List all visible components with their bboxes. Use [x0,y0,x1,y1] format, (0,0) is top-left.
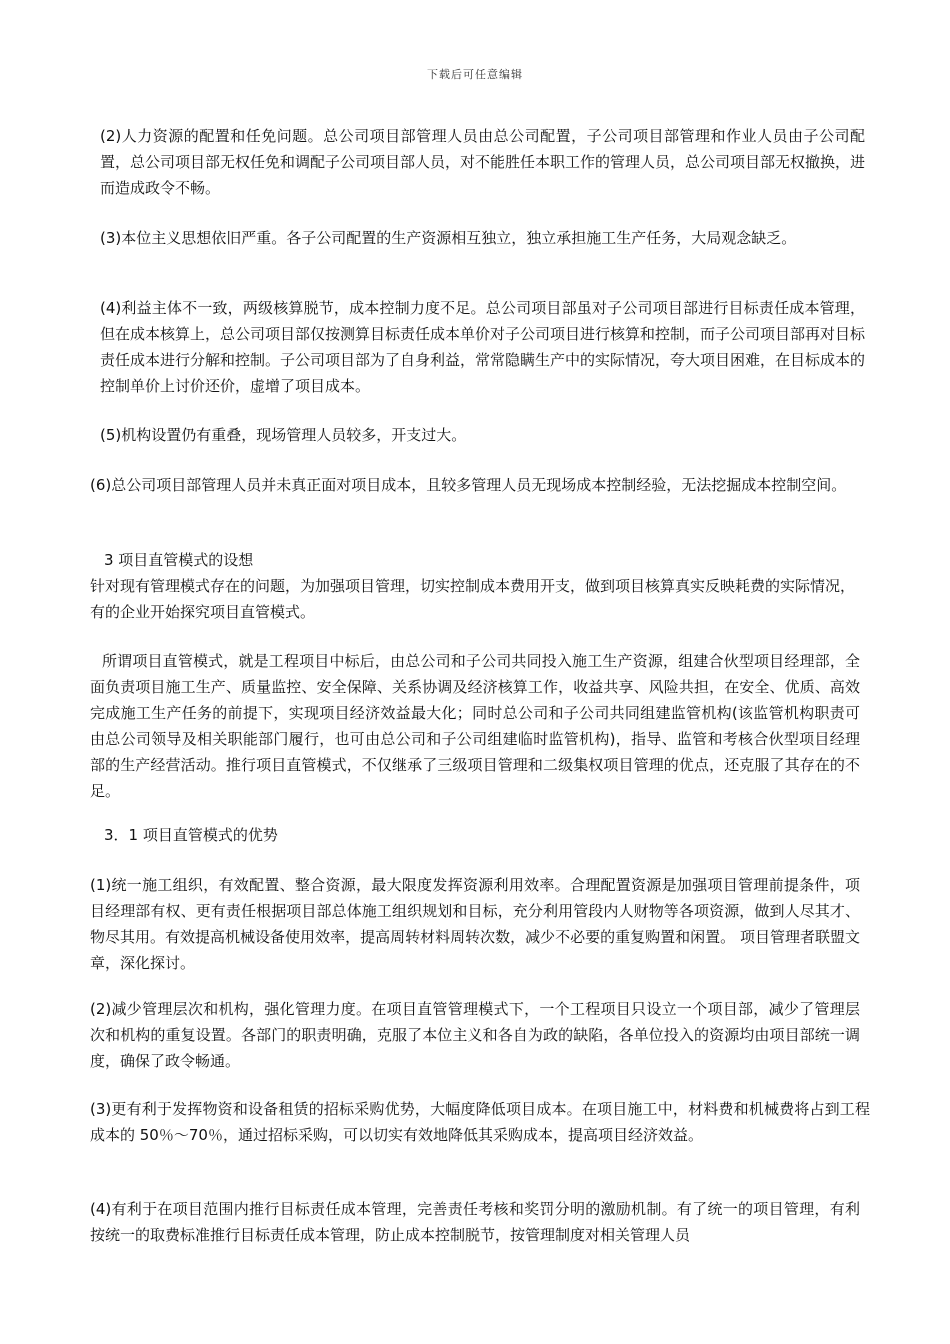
paragraph-5-structure: (5)机构设置仍有重叠，现场管理人员较多，开支过大。 [100,426,467,444]
page-header: 下载后可任意编辑 [427,68,523,81]
advantage-1: (1)统一施工组织，有效配置、整合资源，最大限度发挥资源利用效率。合理配置资源是加强项目管理前提条件，项目经理部有权、更有责任根据项目部总体施工组织规划和目标，充分利用管段内人财物等各项资源，做到人尽其才、物尽其用。有效提高机械设备使用效率，提高周转材料周转次数，减少不必要的重复购置和闲置。 项目管理者联盟文章，深化探讨。 [90,876,860,972]
section-heading-3-1: 3．1 项目直管模式的优势 [104,826,278,844]
advantage-4: (4)有利于在项目范围内推行目标责任成本管理，完善责任考核和奖罚分明的激励机制。有了统一的项目管理，有利按统一的取费标准推行目标责任成本管理，防止成本控制脱节，按管理制度对相关管理人员 [90,1200,860,1244]
section-heading-3: 3 项目直管模式的设想 [104,551,254,569]
advantage-3: (3)更有利于发挥物资和设备租赁的招标采购优势，大幅度降低项目成本。在项目施工中，材料费和机械费将占到工程成本的 50％～70％，通过招标采购，可以切实有效地降低其采购成本，提高项目经济效益。 [90,1100,870,1144]
paragraph-definition: 所谓项目直管模式，就是工程项目中标后，由总公司和子公司共同投入施工生产资源，组建合伙型项目经理部，全面负责项目施工生产、质量监控、安全保障、关系协调及经济核算工作，收益共享、风险共担，在安全、优质、高效完成施工生产任务的前提下，实现项目经济效益最大化；同时总公司和子公司共同组建监管机构(该监管机构职责可由总公司领导及相关职能部门履行，也可由总公司和子公司组建临时监管机构)，指导、监管和考核合伙型项目经理部的生产经营活动。推行项目直管模式，不仅继承了三级项目管理和二级集权项目管理的优点，还克服了其存在的不足。 [90,652,860,800]
paragraph-intro: 针对现有管理模式存在的问题，为加强项目管理，切实控制成本费用开支，做到项目核算真实反映耗费的实际情况，有的企业开始探究项目直管模式。 [90,577,856,621]
paragraph-6-staff: (6)总公司项目部管理人员并未真正面对项目成本，且较多管理人员无现场成本控制经验，无法挖掘成本控制空间。 [90,476,847,494]
paragraph-3-localism: (3)本位主义思想依旧严重。各子公司配置的生产资源相互独立，独立承担施工生产任务，大局观念缺乏。 [100,229,797,247]
paragraph-2-hr: (2)人力资源的配置和任免问题。总公司项目部管理人员由总公司配置，子公司项目部管理和作业人员由子公司配置，总公司项目部无权任免和调配子公司项目部人员，对不能胜任本职工作的管理人员，总公司项目部无权撤换，进而造成政令不畅。 [100,127,866,197]
advantage-2: (2)减少管理层次和机构，强化管理力度。在项目直管管理模式下，一个工程项目只设立一个项目部，减少了管理层次和机构的重复设置。各部门的职责明确，克服了本位主义和各自为政的缺陷，各单位投入的资源均由项目部统一调度，确保了政令畅通。 [90,1000,860,1070]
paragraph-4-interests: (4)利益主体不一致，两级核算脱节，成本控制力度不足。总公司项目部虽对子公司项目部进行目标责任成本管理，但在成本核算上，总公司项目部仅按测算目标责任成本单价对子公司项目进行核算和控制，而子公司项目部再对目标责任成本进行分解和控制。子公司项目部为了自身利益，常常隐瞒生产中的实际情况，夸大项目困难，在目标成本的控制单价上讨价还价，虚增了项目成本。 [100,299,866,395]
